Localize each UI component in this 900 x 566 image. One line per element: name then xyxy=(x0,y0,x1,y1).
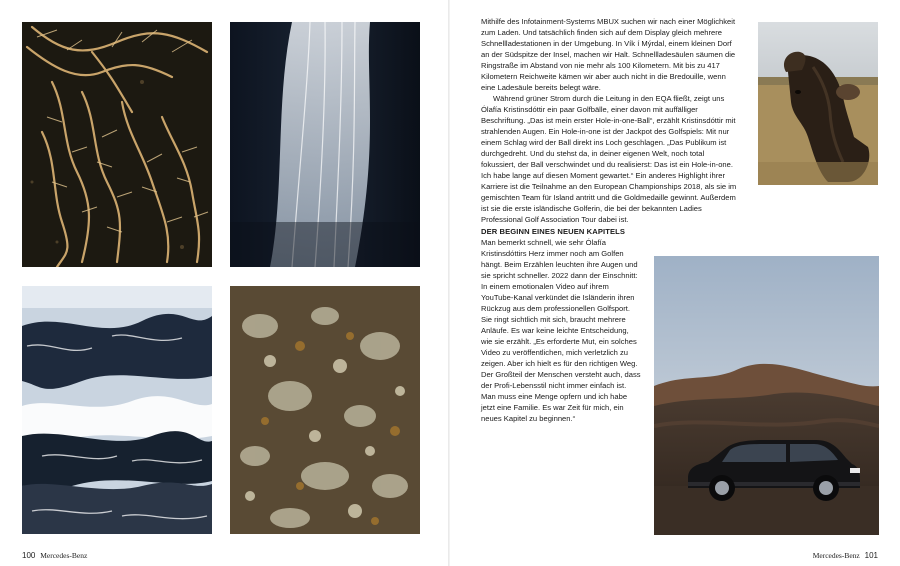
brand-left: Mercedes-Benz xyxy=(40,551,88,560)
folio-right xyxy=(813,551,878,560)
article-top-text xyxy=(481,16,737,225)
section-heading: DER BEGINN EINES NEUEN KAPITELS xyxy=(481,227,626,236)
folio-left xyxy=(22,551,87,560)
paragraph-1: Mithilfe des Infotainment-Systems MBUX suchen wir nach einer Möglichkeit zum Laden. Und tatsächlich finden sich auf dem Display gleich mehrere Schnellladestationen in der Umgebung. In Vík í Mýrdal, einem kleinen Dorf an der Südspitze der Insel, machen wir Halt. Schnellladesäulen säumen die Ringstraße im Abstand von nie mehr als 100 Kilometern. Mit bis zu 417 Kilometern Reichweite kämen wir aber auch nicht in die Bredouille, wenn eine Ladesäule bereits belegt wäre. xyxy=(481,17,736,92)
article-section xyxy=(481,226,642,424)
brand-right: Mercedes-Benz xyxy=(812,551,860,560)
section-paragraph: Man bemerkt schnell, wie sehr Ólafía Kristinsdóttirs Herz immer noch am Golfen hängt. Beim Erzählen leuchten ihre Augen und sie spricht schneller. 2022 dann der Einschnitt: In einem emotionalen Video auf ihrem YouTube-Kanal verkündet die Isländerin ihren Rückzug aus dem professionellen Golfsport. Sie ringt sichtlich mit sich, braucht mehrere Anläufe. Es war keine leichte Entscheidung, wie sie erzählt. „Es erforderte Mut, ein solches Video zu veröffentlichen, mich verletzlich zu zeigen. Aber ich hielt es für den richtigen Weg. Der Großteil der Menschen versteht auch, dass der Profi-Lebensstil nicht immer einfach ist. Man muss eine Menge opfern und ich habe jetzt eine Familie. Es war Zeit für mich, ein neues Kapitel zu beginnen.“ xyxy=(481,238,641,423)
photo-horse xyxy=(758,22,878,185)
photo-waterfall xyxy=(230,22,420,267)
photo-surf xyxy=(22,286,212,534)
page-number-right: 101 xyxy=(864,551,878,560)
page-number-left: 100 xyxy=(22,551,36,560)
paragraph-2: Während grüner Strom durch die Leitung in den EQA fließt, zeigt uns Ólafía Kristinsdóttir ein paar Golfbälle, einer davon mit auffälliger Beschriftung. „Das ist mein erster Hole-in-one-Ball“, erzählt Kristinsdóttir mit strahlenden Augen. Ein Hole-in-one ist der Jackpot des Golfspiels: Mit nur einem Schlag wird der Ball direkt ins Loch geschlagen. „Das Publikum ist durchgedreht. Und du stehst da, in deiner eigenen Welt, noch total fokussiert, der Ball verschwindet und du realisierst: Das ist ein Hole-in-one. Ich habe lange auf diesen Moment gewartet.“ Ein anderes Highlight ihrer Karriere ist die Teilnahme an den European Championships 2018, als sie im gemischten Team für Island antritt und die Goldmedaille gewinnt. Außerdem ist sie die erste isländische Golferin, die bei der bekannten Ladies Professional Golf Association Tour dabei ist. xyxy=(481,94,737,224)
left-page xyxy=(0,0,448,566)
photo-dried-grass xyxy=(22,22,212,267)
right-page xyxy=(450,0,900,566)
photo-car xyxy=(654,256,879,535)
photo-lichen xyxy=(230,286,420,534)
